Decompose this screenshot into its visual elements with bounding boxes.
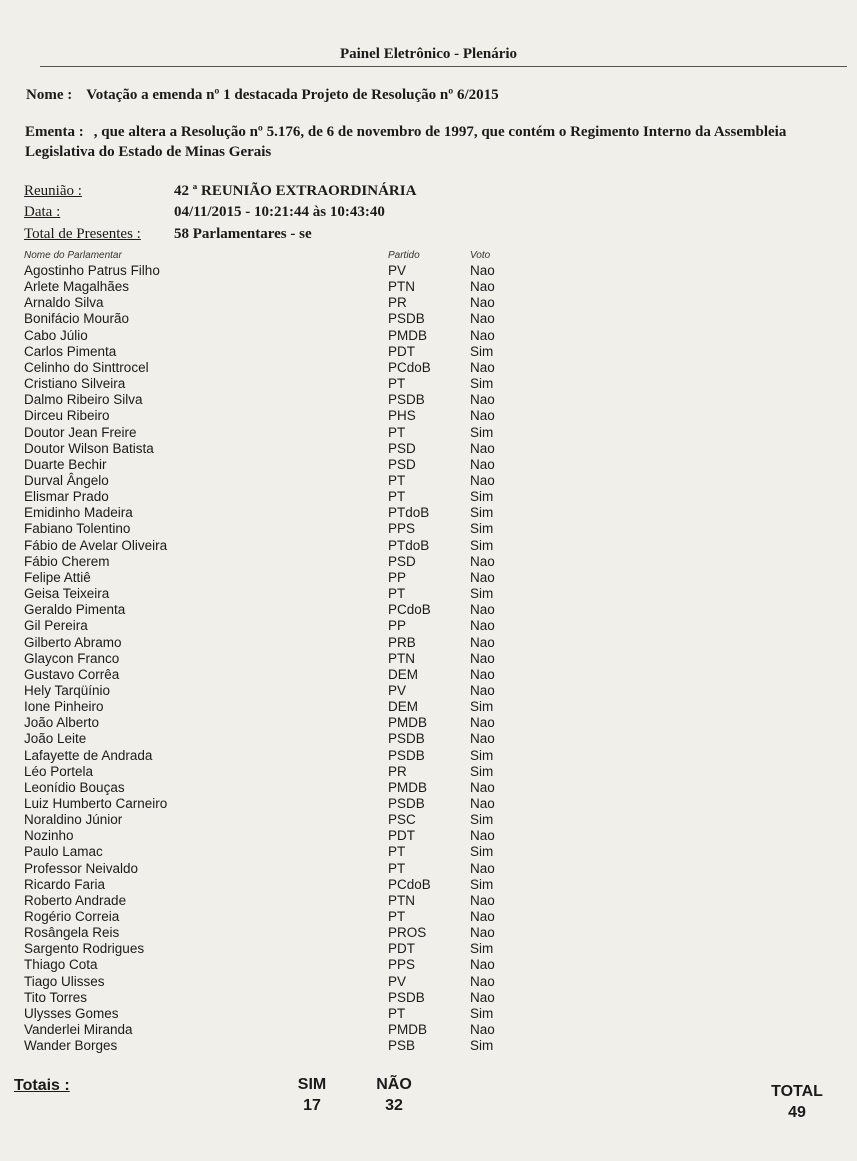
member-party: PT — [388, 376, 406, 391]
member-name: Fábio Cherem — [24, 553, 110, 569]
member-name: Ulysses Gomes — [24, 1005, 119, 1021]
member-name: Ione Pinheiro — [24, 699, 104, 714]
sim-value: 17 — [303, 1097, 321, 1114]
table-row — [0, 279, 857, 295]
member-vote: Nao — [470, 634, 495, 650]
presentes-label: Total de Presentes : — [24, 226, 141, 242]
member-vote: Sim — [470, 376, 494, 391]
table-row — [0, 748, 857, 764]
member-party: PROS — [388, 925, 427, 941]
member-name: Ricardo Faria — [24, 876, 106, 892]
table-row — [0, 295, 857, 311]
nome-label: Nome : — [26, 87, 73, 103]
member-party: DEM — [388, 699, 418, 714]
member-party: PCdoB — [388, 602, 431, 618]
member-vote: Sim — [470, 763, 494, 779]
member-party: PSDB — [388, 747, 425, 763]
member-vote: Nao — [470, 666, 495, 682]
member-party: PV — [388, 682, 407, 698]
table-row — [0, 538, 857, 554]
reuniao-label: Reunião : — [24, 183, 82, 199]
sim-total — [290, 1074, 334, 1116]
table-row — [0, 408, 857, 424]
member-vote: Nao — [470, 795, 495, 811]
member-vote: Nao — [470, 731, 495, 747]
member-name: Gustavo Corrêa — [24, 666, 120, 682]
table-row — [0, 425, 857, 441]
member-party: PT — [388, 844, 406, 860]
member-name: Arlete Magalhães — [24, 279, 130, 295]
member-vote: Nao — [470, 569, 495, 585]
member-party: PT — [388, 909, 406, 924]
table-row — [0, 554, 857, 570]
member-vote: Nao — [470, 973, 495, 989]
table-row — [0, 974, 857, 990]
member-vote: Sim — [470, 699, 494, 714]
member-party: PSD — [388, 440, 416, 456]
presentes-value: 58 Parlamentares - se — [174, 226, 312, 242]
member-party: PCdoB — [388, 359, 431, 375]
ementa-block — [25, 122, 845, 162]
member-party: PT — [388, 472, 406, 488]
member-party: PR — [388, 295, 407, 311]
member-party: PV — [388, 973, 407, 989]
member-name: Dirceu Ribeiro — [24, 408, 110, 424]
table-row — [0, 990, 857, 1006]
member-name: Paulo Lamac — [24, 844, 103, 860]
member-vote: Nao — [470, 311, 495, 327]
member-vote: Nao — [470, 892, 495, 908]
table-row — [0, 586, 857, 602]
member-party: PR — [388, 763, 407, 779]
member-name: Bonifácio Mourão — [24, 311, 130, 327]
member-name: Dalmo Ribeiro Silva — [24, 392, 143, 408]
member-party: PPS — [388, 521, 416, 537]
member-vote: Nao — [470, 602, 495, 618]
member-party: PSB — [388, 1038, 416, 1054]
table-row — [0, 473, 857, 489]
member-party: PTdoB — [388, 505, 430, 521]
member-party: PDT — [388, 828, 415, 844]
table-row — [0, 489, 857, 505]
table-row — [0, 667, 857, 683]
table-row — [0, 715, 857, 731]
member-name: Leonídio Bouças — [24, 779, 125, 795]
member-name: Hely Tarqüínio — [24, 682, 111, 698]
table-row — [0, 877, 857, 893]
member-vote: Nao — [470, 263, 495, 278]
grand-total — [760, 1081, 834, 1123]
member-name: Rogério Correia — [24, 909, 120, 924]
nao-total — [372, 1074, 416, 1116]
table-row — [0, 909, 857, 925]
member-party: PMDB — [388, 715, 428, 731]
member-vote: Nao — [470, 472, 495, 488]
member-vote: Nao — [470, 909, 495, 924]
table-row — [0, 602, 857, 618]
member-party: PTN — [388, 279, 415, 295]
member-vote: Sim — [470, 424, 494, 440]
table-row — [0, 618, 857, 634]
table-row — [0, 328, 857, 344]
table-row — [0, 635, 857, 651]
member-name: João Alberto — [24, 715, 100, 731]
member-name: Fábio de Avelar Oliveira — [24, 537, 168, 553]
member-vote: Sim — [470, 343, 494, 359]
member-vote: Sim — [470, 941, 494, 957]
member-party: PT — [388, 489, 406, 505]
member-name: Durval Ângelo — [24, 472, 109, 488]
table-row — [0, 263, 857, 279]
member-name: Wander Borges — [24, 1038, 118, 1054]
member-party: PMDB — [388, 779, 428, 795]
member-vote: Nao — [470, 989, 495, 1005]
member-party: PV — [388, 263, 407, 278]
member-vote: Sim — [470, 844, 494, 860]
member-name: Noraldino Júnior — [24, 812, 123, 828]
table-row — [0, 812, 857, 828]
member-party: PT — [388, 586, 406, 601]
member-name: Geraldo Pimenta — [24, 602, 126, 618]
member-vote: Nao — [470, 440, 495, 456]
member-vote: Nao — [470, 618, 495, 634]
member-name: Cabo Júlio — [24, 327, 88, 343]
member-vote: Nao — [470, 715, 495, 731]
column-header-party: Partido — [388, 250, 420, 261]
member-party: DEM — [388, 666, 418, 682]
member-vote: Nao — [470, 327, 495, 343]
member-party: PPS — [388, 957, 416, 973]
member-vote: Nao — [470, 860, 495, 876]
column-header-vote: Voto — [470, 250, 491, 261]
member-name: Roberto Andrade — [24, 892, 127, 908]
member-party: PTdoB — [388, 537, 430, 553]
member-name: Cristiano Silveira — [24, 376, 126, 391]
data-value: 04/11/2015 - 10:21:44 às 10:43:40 — [174, 204, 385, 220]
member-party: PCdoB — [388, 876, 431, 892]
member-name: Léo Portela — [24, 763, 94, 779]
member-vote: Nao — [470, 957, 495, 973]
member-name: Arnaldo Silva — [24, 295, 104, 311]
table-row — [0, 521, 857, 537]
totals-label: Totais : — [14, 1077, 70, 1094]
member-party: PSDB — [388, 989, 425, 1005]
total-value: 49 — [788, 1104, 806, 1121]
member-vote: Nao — [470, 392, 495, 408]
member-party: PT — [388, 424, 406, 440]
member-party: PP — [388, 569, 407, 585]
table-row — [0, 344, 857, 360]
member-party: PSD — [388, 553, 416, 569]
member-vote: Nao — [470, 1022, 495, 1037]
member-name: Doutor Jean Freire — [24, 424, 137, 440]
member-party: PT — [388, 860, 406, 876]
member-name: Agostinho Patrus Filho — [24, 263, 160, 278]
table-row — [0, 764, 857, 780]
member-vote: Sim — [470, 1038, 494, 1054]
member-vote: Nao — [470, 408, 495, 424]
table-row — [0, 570, 857, 586]
header-divider — [40, 66, 847, 67]
member-name: Elismar Prado — [24, 489, 109, 505]
member-vote: Sim — [470, 747, 494, 763]
member-party: PDT — [388, 343, 415, 359]
member-name: Nozinho — [24, 828, 74, 844]
table-row — [0, 376, 857, 392]
table-row — [0, 1006, 857, 1022]
member-vote: Nao — [470, 553, 495, 569]
table-row — [0, 683, 857, 699]
member-name: Tito Torres — [24, 989, 88, 1005]
member-party: PSDB — [388, 731, 425, 747]
nao-value: 32 — [385, 1097, 403, 1114]
reuniao-value: 42 ª REUNIÃO EXTRAORDINÁRIA — [174, 183, 417, 199]
table-row — [0, 1022, 857, 1038]
member-party: PMDB — [388, 1022, 428, 1037]
nome-line — [26, 87, 499, 104]
member-vote: Sim — [470, 537, 494, 553]
member-name: Rosângela Reis — [24, 925, 120, 941]
member-name: Carlos Pimenta — [24, 343, 117, 359]
member-name: Luiz Humberto Carneiro — [24, 795, 168, 811]
table-row — [0, 392, 857, 408]
data-label: Data : — [24, 204, 61, 220]
member-vote: Sim — [470, 812, 494, 828]
member-vote: Nao — [470, 925, 495, 941]
member-name: Duarte Bechir — [24, 456, 107, 472]
table-row — [0, 699, 857, 715]
table-row — [0, 1038, 857, 1054]
table-row — [0, 780, 857, 796]
table-row — [0, 828, 857, 844]
table-row — [0, 941, 857, 957]
member-name: Tiago Ulisses — [24, 973, 105, 989]
table-row — [0, 957, 857, 973]
table-row — [0, 505, 857, 521]
column-header-name: Nome do Parlamentar — [24, 250, 122, 261]
member-party: PSD — [388, 456, 416, 472]
table-row — [0, 441, 857, 457]
nao-label: NÃO — [376, 1076, 412, 1093]
member-name: Glaycon Franco — [24, 650, 120, 666]
member-name: Sargento Rodrigues — [24, 941, 145, 957]
member-name: Gilberto Abramo — [24, 634, 122, 650]
member-party: PTN — [388, 650, 415, 666]
member-vote: Nao — [470, 779, 495, 795]
member-vote: Nao — [470, 828, 495, 844]
table-row — [0, 925, 857, 941]
member-name: Doutor Wilson Batista — [24, 440, 154, 456]
member-party: PSC — [388, 812, 416, 828]
table-row — [0, 457, 857, 473]
member-name: Geisa Teixeira — [24, 586, 110, 601]
member-vote: Nao — [470, 279, 495, 295]
table-row — [0, 796, 857, 812]
member-vote: Sim — [470, 1005, 494, 1021]
member-party: PT — [388, 1005, 406, 1021]
table-row — [0, 651, 857, 667]
sim-label: SIM — [297, 1076, 327, 1093]
table-row — [0, 861, 857, 877]
member-vote: Nao — [470, 359, 495, 375]
member-name: Emidinho Madeira — [24, 505, 133, 521]
ementa-value: , que altera a Resolução nº 5.176, de 6 de novembro de 1997, que contém o Regimento Interno da Assembleia Legislativa do Estado de Minas Gerais — [25, 124, 787, 160]
table-row — [0, 844, 857, 860]
member-vote: Sim — [470, 586, 494, 601]
member-name: Gil Pereira — [24, 618, 88, 634]
member-name: Celinho do Sinttrocel — [24, 359, 149, 375]
member-vote: Nao — [470, 650, 495, 666]
member-name: João Leite — [24, 731, 87, 747]
member-name: Vanderlei Miranda — [24, 1022, 133, 1037]
member-vote: Sim — [470, 505, 494, 521]
nome-value: Votação a emenda nº 1 destacada Projeto de Resolução nº 6/2015 — [86, 87, 499, 103]
page-title: Painel Eletrônico - Plenário — [339, 46, 518, 62]
member-party: PDT — [388, 941, 415, 957]
member-party: PSDB — [388, 392, 425, 408]
member-party: PTN — [388, 892, 415, 908]
member-vote: Nao — [470, 682, 495, 698]
table-row — [0, 360, 857, 376]
member-vote: Nao — [470, 456, 495, 472]
member-vote: Sim — [470, 876, 494, 892]
member-name: Fabiano Tolentino — [24, 521, 131, 537]
member-vote: Sim — [470, 489, 494, 505]
member-party: PHS — [388, 408, 416, 424]
member-name: Felipe Attiê — [24, 569, 91, 585]
member-party: PSDB — [388, 311, 425, 327]
table-row — [0, 893, 857, 909]
member-vote: Nao — [470, 295, 495, 311]
member-vote: Sim — [470, 521, 494, 537]
table-row — [0, 731, 857, 747]
member-name: Thiago Cota — [24, 957, 98, 973]
member-party: PSDB — [388, 795, 425, 811]
table-row — [0, 311, 857, 327]
member-party: PMDB — [388, 327, 428, 343]
member-party: PRB — [388, 634, 416, 650]
member-name: Professor Neivaldo — [24, 860, 139, 876]
member-party: PP — [388, 618, 407, 634]
ementa-label: Ementa : — [25, 124, 84, 140]
member-name: Lafayette de Andrada — [24, 747, 153, 763]
total-label: TOTAL — [771, 1083, 823, 1100]
